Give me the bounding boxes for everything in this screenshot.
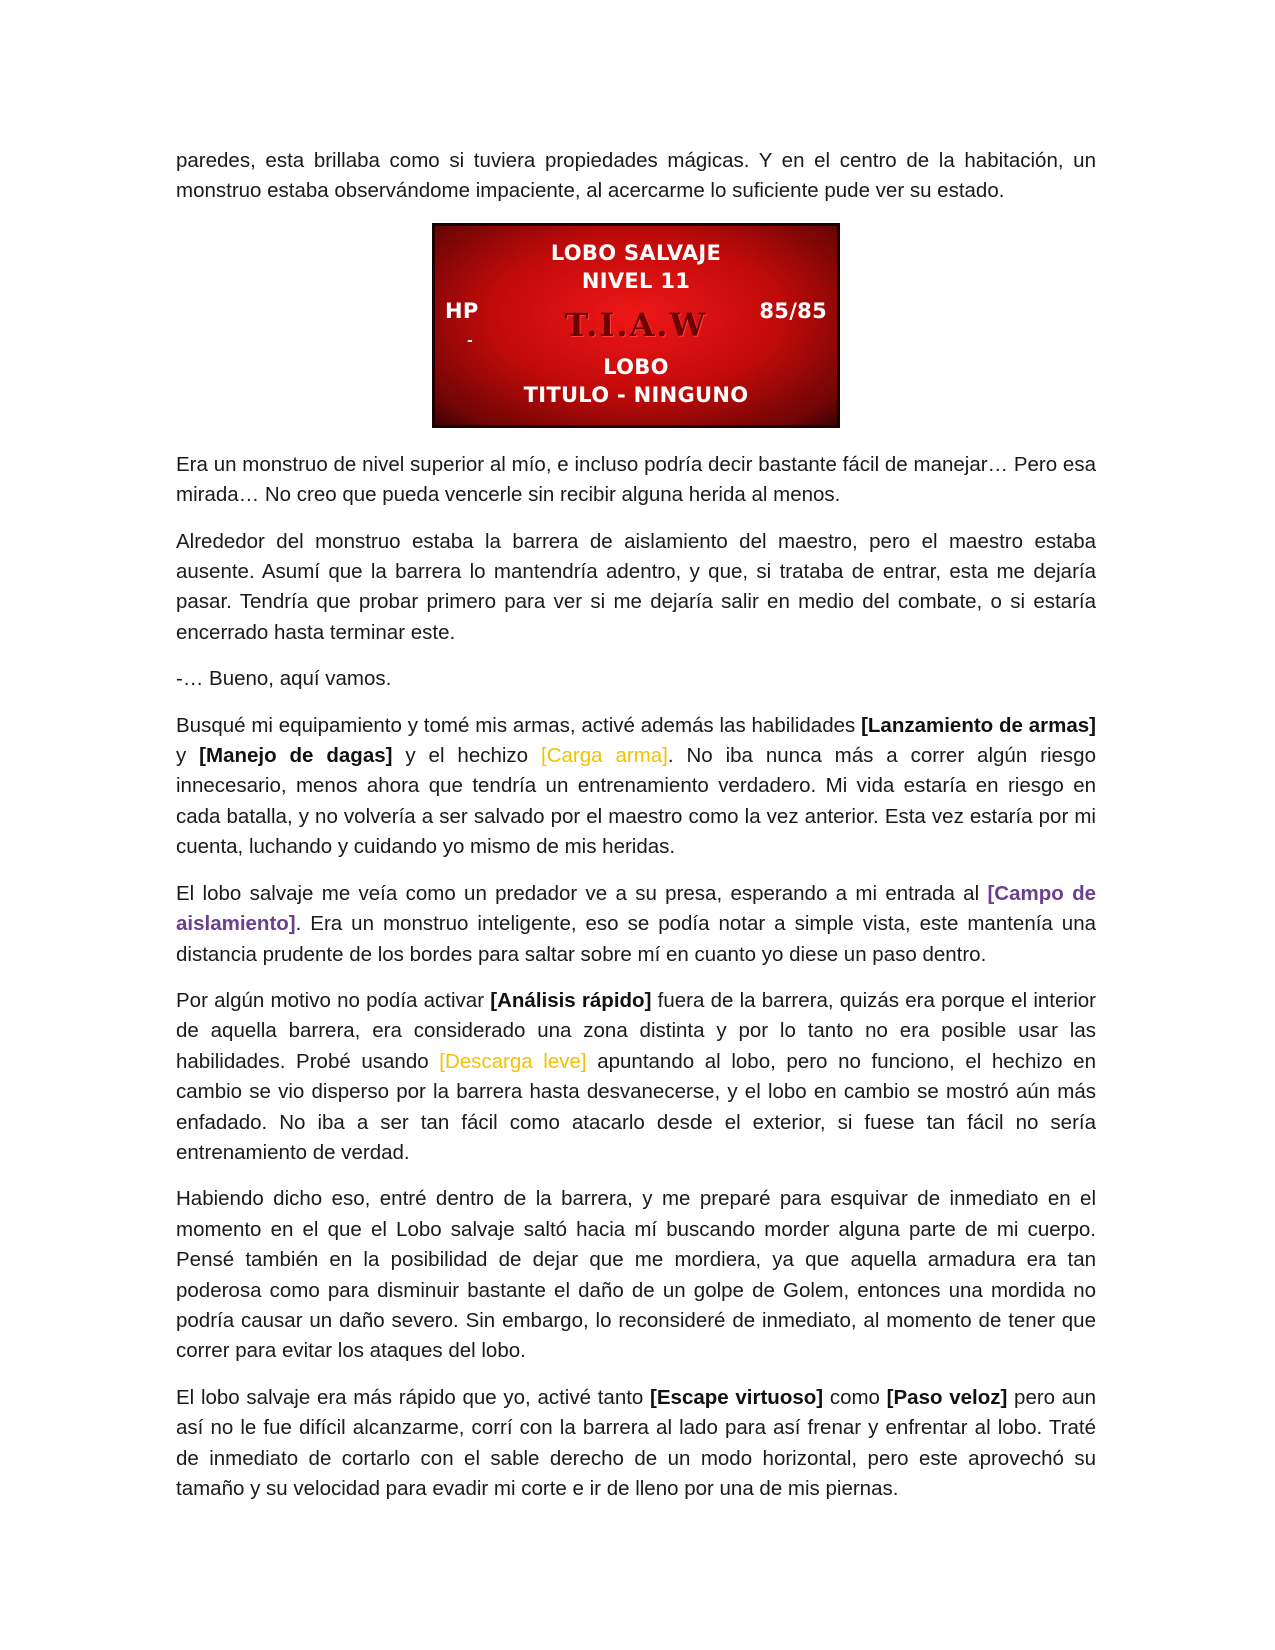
text-run: fuera de la barrera, quizás era porque el interior de aquella barrera, era considerado una zona distinta y por lo tanto no era posible usar las habilidades. Probé usando [176, 988, 1097, 1073]
paragraph-3: -… Bueno, aquí vamos. [176, 667, 392, 691]
paragraph-7: Habiendo dicho eso, entré dentro de la barrera, y me preparé para esquivar de inmediato en el momento en el que el Lobo salvaje saltó hacia mí buscando morder alguna parte de mi cuerpo. Pensé también en la posibilidad de dejar que me mordiera, ya que aquella armadura era tan poderosa como para disminuir bastante el daño de un golpe de Golem, entonces una mordida no podría causar un daño severo. Sin embargo, lo reconsideré de inmediato, al momento de tener que correr para evitar los ataques del lobo. [176, 1187, 1096, 1363]
monster-race: LOBO [603, 354, 669, 379]
text-run: apuntando al lobo, pero no funciono, el hechizo en cambio se vio disperso por la barrera hasta desvanecerse, y el lobo en cambio se mostró aún más enfadado. No iba a ser tan fácil como atacarlo desde el exterior, si fuese tan fácil no sería entrenamiento de verdad. [176, 1049, 1096, 1164]
skill-paso-veloz: [Paso veloz] [886, 1385, 1008, 1409]
spell-carga-arma: [Carga arma] [541, 744, 668, 768]
monster-level: NIVEL 11 [581, 268, 691, 293]
text-run: . Era un monstruo inteligente, eso se podía notar a simple vista, este mantenía una distancia prudente de los bordes para saltar sobre mí en cuanto yo diese un paso dentro. [176, 912, 1096, 966]
text-run: . No iba nunca más a correr algún riesgo innecesario, menos ahora que tendría un entrenamiento verdadero. Mi vida estaría en riesgo en cada batalla, y no volvería a ser salvado por el maestro como la vez anterior. Esta vez estaría por mi cuenta, luchando y cuidando yo mismo de mis heridas. [176, 744, 1096, 859]
watermark: T.I.A.W [564, 305, 708, 344]
skill-escape-virtuoso: [Escape virtuoso] [650, 1385, 824, 1409]
paragraph-4 [176, 711, 1096, 863]
text-run: como [823, 1385, 887, 1409]
field-campo-de-aislamiento: [Campo de aislamiento] [176, 881, 1096, 936]
hp-label: HP [445, 298, 479, 323]
skill-manejo-de-dagas: [Manejo de dagas] [199, 744, 393, 768]
text-run: Busqué mi equipamiento y tomé mis armas, activé además las habilidades [176, 713, 862, 737]
paragraph-2: Alrededor del monstruo estaba la barrera de aislamiento del maestro, pero el maestro estaba ausente. Asumí que la barrera lo mantendría adentro, y que, si trataba de entrar, esta me dejaría pasar. Tendría que probar primero para ver si me dejaría salir en medio del combate, o si estaría encerrado hasta terminar este. [176, 529, 1096, 644]
intro-paragraph: paredes, esta brillaba como si tuviera propiedades mágicas. Y en el centro de la habitación, un monstruo estaba observándome impaciente, al acercarme lo suficiente pude ver su estado. [176, 149, 1096, 203]
monster-status-window [432, 223, 840, 428]
text-run: y el hechizo [392, 744, 541, 768]
text-run: y [176, 744, 200, 768]
paragraph-1: Era un monstruo de nivel superior al mío, e incluso podría decir bastante fácil de manejar… Pero esa mirada… No creo que pueda vencerle sin recibir alguna herida al menos. [176, 452, 1096, 507]
paragraph-6 [176, 986, 1096, 1168]
hp-dash: - [467, 332, 474, 349]
spell-descarga-leve: [Descarga leve] [439, 1049, 587, 1073]
text-run: El lobo salvaje me veía como un predador ve a su presa, esperando a mi entrada al [176, 881, 988, 905]
monster-name: LOBO SALVAJE [550, 240, 722, 265]
text-run: Por algún motivo no podía activar [176, 988, 491, 1012]
status-window-container [176, 223, 1096, 428]
hp-value: 85/85 [759, 298, 827, 323]
document-page [176, 146, 1096, 1520]
monster-title: TITULO - NINGUNO [523, 382, 749, 407]
paragraph-8 [176, 1383, 1096, 1505]
skill-lanzamiento-de-armas: [Lanzamiento de armas] [861, 713, 1097, 737]
paragraph-5 [176, 879, 1096, 970]
skill-analisis-rapido: [Análisis rápido] [490, 988, 652, 1012]
text-run: El lobo salvaje era más rápido que yo, activé tanto [176, 1385, 651, 1409]
text-run: pero aun así no le fue difícil alcanzarme, corrí con la barrera al lado para así frenar y enfrentar al lobo. Traté de inmediato de cortarlo con el sable derecho de un modo horizontal, pero este aprovechó su tamaño y su velocidad para evadir mi corte e ir de lleno por una de mis piernas. [176, 1385, 1097, 1500]
